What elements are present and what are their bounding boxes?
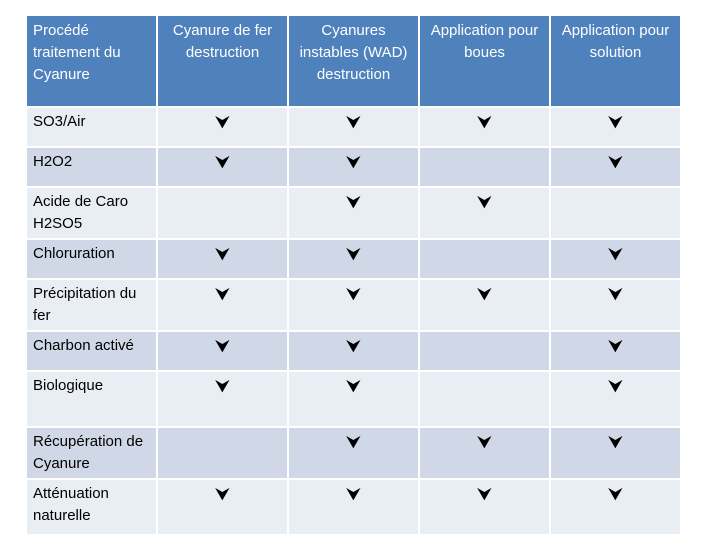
row-label: Charbon activé — [27, 332, 156, 370]
table-row — [27, 372, 680, 426]
header-wad-cyanide: Cyanures instables (WAD) destruction — [289, 16, 418, 106]
check-mark-icon: ⮟ — [289, 372, 418, 426]
table-row — [27, 148, 680, 186]
row-label: Biologique — [27, 372, 156, 426]
empty-cell — [158, 428, 287, 478]
empty-cell — [420, 240, 549, 278]
row-label: H2O2 — [27, 148, 156, 186]
empty-cell — [551, 188, 680, 238]
check-mark-icon: ⮟ — [551, 332, 680, 370]
check-mark-icon: ⮟ — [551, 148, 680, 186]
check-mark-icon: ⮟ — [289, 148, 418, 186]
check-mark-icon: ⮟ — [158, 372, 287, 426]
empty-cell — [158, 188, 287, 238]
check-mark-icon: ⮟ — [289, 332, 418, 370]
check-mark-icon: ⮟ — [551, 280, 680, 330]
header-row — [27, 16, 680, 106]
table-row — [27, 240, 680, 278]
check-mark-icon: ⮟ — [420, 280, 549, 330]
empty-cell — [420, 148, 549, 186]
check-mark-icon: ⮟ — [158, 332, 287, 370]
cyanide-treatment-table — [25, 14, 682, 536]
header-sludge-application: Application pour boues — [420, 16, 549, 106]
check-mark-icon: ⮟ — [551, 480, 680, 534]
check-mark-icon: ⮟ — [551, 372, 680, 426]
table-body — [27, 108, 680, 534]
check-mark-icon: ⮟ — [420, 480, 549, 534]
header-iron-cyanide: Cyanure de fer destruction — [158, 16, 287, 106]
row-label: Atténuation naturelle — [27, 480, 156, 534]
row-label: Chloruration — [27, 240, 156, 278]
header-process: Procédé traitement du Cyanure — [27, 16, 156, 106]
table-row — [27, 428, 680, 478]
row-label: Récupération de Cyanure — [27, 428, 156, 478]
check-mark-icon: ⮟ — [158, 240, 287, 278]
header-solution-application: Application pour solution — [551, 16, 680, 106]
table-row — [27, 280, 680, 330]
check-mark-icon: ⮟ — [420, 188, 549, 238]
check-mark-icon: ⮟ — [551, 428, 680, 478]
check-mark-icon: ⮟ — [158, 108, 287, 146]
check-mark-icon: ⮟ — [158, 280, 287, 330]
table-row — [27, 480, 680, 534]
check-mark-icon: ⮟ — [420, 108, 549, 146]
check-mark-icon: ⮟ — [289, 428, 418, 478]
check-mark-icon: ⮟ — [289, 280, 418, 330]
check-mark-icon: ⮟ — [289, 480, 418, 534]
check-mark-icon: ⮟ — [289, 188, 418, 238]
empty-cell — [420, 332, 549, 370]
check-mark-icon: ⮟ — [289, 240, 418, 278]
empty-cell — [420, 372, 549, 426]
table-row — [27, 188, 680, 238]
row-label: Acide de Caro H2SO5 — [27, 188, 156, 238]
check-mark-icon: ⮟ — [289, 108, 418, 146]
row-label: Précipitation du fer — [27, 280, 156, 330]
check-mark-icon: ⮟ — [420, 428, 549, 478]
check-mark-icon: ⮟ — [158, 148, 287, 186]
table-row — [27, 332, 680, 370]
check-mark-icon: ⮟ — [551, 108, 680, 146]
table-row — [27, 108, 680, 146]
check-mark-icon: ⮟ — [158, 480, 287, 534]
row-label: SO3/Air — [27, 108, 156, 146]
check-mark-icon: ⮟ — [551, 240, 680, 278]
